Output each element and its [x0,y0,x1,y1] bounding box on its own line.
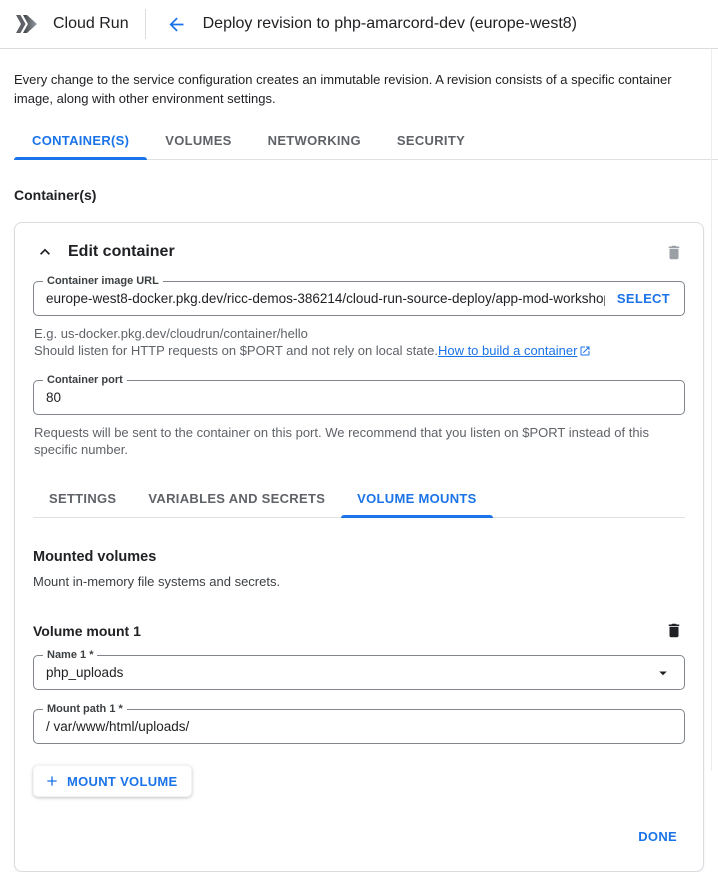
app-header [0,0,718,49]
caret-down-icon [654,664,672,682]
tab-containers[interactable]: CONTAINER(S) [14,125,147,159]
main-tab-bar [14,125,718,160]
image-url-note: Should listen for HTTP requests on $PORT and not rely on local state. [34,343,438,358]
cloud-run-logo-icon [14,11,44,37]
delete-container-button[interactable] [663,241,685,264]
intro-text: Every change to the service configuration creates an immutable revision. A revision consists of a specific container image, along with other environment settings. [14,72,672,106]
container-image-url-field [33,275,685,316]
tab-settings[interactable]: SETTINGS [33,483,132,517]
tab-volume-mounts[interactable]: VOLUME MOUNTS [341,483,492,517]
container-port-label: Container port [43,374,127,386]
image-url-example: E.g. us-docker.pkg.dev/cloudrun/container/hello [34,326,308,341]
mount-path-input[interactable] [46,719,672,734]
mounted-volumes-title: Mounted volumes [33,549,157,565]
volume-name-field[interactable] [33,649,685,690]
container-port-input[interactable] [46,390,672,405]
card-title: Edit container [68,243,175,260]
container-image-url-label: Container image URL [43,275,163,287]
done-button[interactable]: DONE [630,823,685,850]
mount-volume-button[interactable] [33,765,192,797]
how-to-build-link[interactable]: How to build a container [437,343,578,358]
plus-icon [44,773,60,789]
port-helper: Requests will be sent to the container on this port. We recommend that you listen on $PORT instead of this specific number. [34,425,649,457]
back-button[interactable] [162,10,191,39]
app-name: Cloud Run [53,15,129,32]
mount-path-field [33,703,685,744]
container-tab-bar [33,483,685,518]
edit-container-card [14,222,704,872]
select-image-button[interactable]: SELECT [605,291,672,306]
chevron-up-icon [35,242,55,262]
mount-path-label: Mount path 1 * [43,703,127,715]
mounted-volumes-subtitle: Mount in-memory file systems and secrets. [33,574,281,589]
tab-networking[interactable]: NETWORKING [250,125,379,159]
delete-volume-mount-button[interactable] [663,619,685,642]
volume-name-label: Name 1 * [43,649,97,661]
scrollbar-track [711,49,712,771]
container-port-field [33,374,685,415]
trash-icon [665,243,683,262]
collapse-button[interactable] [33,240,57,264]
tab-security[interactable]: SECURITY [379,125,483,159]
trash-icon [665,621,683,640]
done-row [33,823,685,850]
arrow-back-icon [166,14,187,35]
page-title: Deploy revision to php-amarcord-dev (europe-west8) [202,15,577,32]
image-url-helper [34,325,685,361]
tab-volumes[interactable]: VOLUMES [147,125,249,159]
volume-name-value: php_uploads [46,665,124,680]
section-title: Container(s) [14,187,97,203]
container-image-url-input[interactable] [46,291,605,306]
mount-volume-label: MOUNT VOLUME [67,773,178,789]
card-header [33,240,685,264]
header-divider [145,9,146,39]
tab-variables-secrets[interactable]: VARIABLES AND SECRETS [132,483,341,517]
launch-icon [579,344,591,361]
volume-mount-header [33,619,685,642]
volume-mount-title: Volume mount 1 [33,622,141,639]
